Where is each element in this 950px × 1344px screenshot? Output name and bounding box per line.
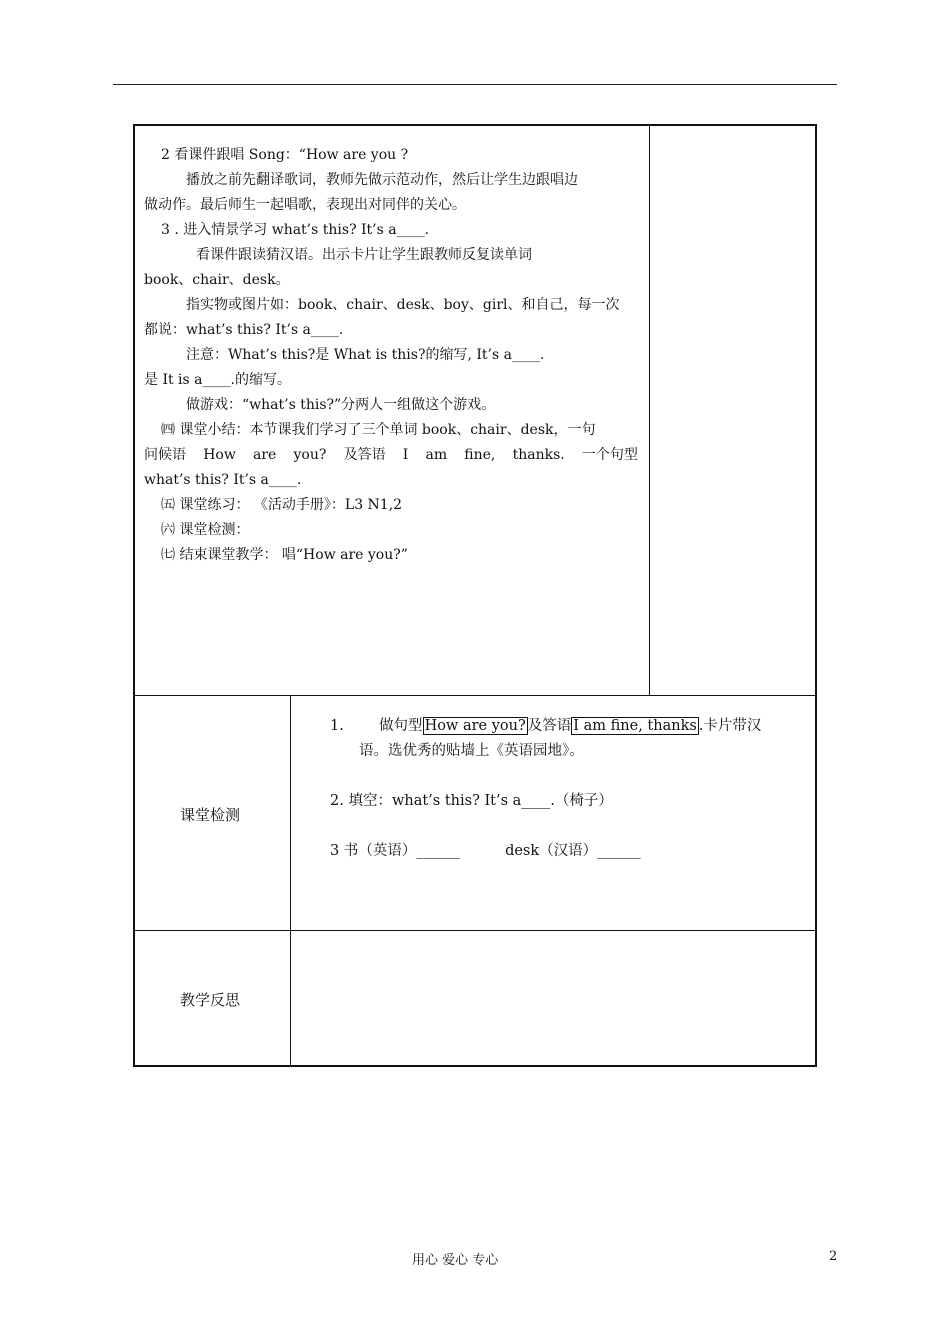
step-line: 播放之前先翻译歌词，教师先做示范动作，然后让学生边跟唱边 [186,172,578,188]
word: I [402,447,409,463]
word: How [203,447,236,463]
step-line: 3 . 进入情景学习 what’s this? It’s a____. [161,222,430,238]
lesson-plan-table [133,124,817,1067]
test-item-1-cont: 语。选优秀的贴墙上《英语园地》。 [359,743,584,759]
step-line: ㈣ 课堂小结：本节课我们学习了三个单词 book、chair、desk，一句 [161,422,596,438]
top-right-divider [649,126,650,695]
boxed-sentence: How are you? [424,718,526,734]
step-line: 做游戏：“what’s this?”分两人一组做这个游戏。 [186,397,496,413]
step-line: ㈤ 课堂练习： 《活动手册》：L3 N1,2 [161,497,403,513]
word: fine, [464,447,496,463]
step-line: 做动作。最后师生一起唱歌，表现出对同伴的关心。 [144,197,466,213]
step-line: 注意：What’s this?是 What is this?的缩写, It’s a____. [186,347,545,363]
word: thanks. [512,447,565,463]
item-text: desk（汉语）______ [505,843,641,859]
test-item-3 [330,839,761,864]
classroom-test-label: 课堂检测 [180,806,241,824]
word: 一个句型 [581,447,638,463]
footer-motto: 用心 爱心 专心 [412,1253,499,1268]
page-number: 2 [829,1249,838,1264]
word: you? [293,447,327,463]
item-text: 及答语 [527,718,572,734]
step-line: 是 It is a____.的缩写。 [144,372,291,388]
step-line: 指实物或图片如：book、chair、desk、boy、girl、和自己，每一次 [186,297,620,313]
teaching-steps [144,143,644,568]
word: 及答语 [343,447,386,463]
item-number: 1. [330,718,344,734]
step-line-justified [144,443,638,468]
row-divider-1 [135,695,815,696]
step-line: ㈦ 结束课堂教学： 唱“How are you?” [161,547,408,563]
header-rule [113,84,837,85]
step-line: 都说：what’s this? It’s a____. [144,322,344,338]
boxed-sentence: I am fine, thanks [573,718,697,734]
reflection-label: 教学反思 [180,991,241,1009]
word: am [425,447,448,463]
word: 问候语 [144,447,186,463]
step-line: 看课件跟读猜汉语。出示卡片让学生跟教师反复读单词 [196,247,532,263]
row-divider-2 [135,930,815,931]
step-line: what’s this? It’s a____. [144,472,302,488]
item-text: 做句型 [379,718,423,734]
classroom-test-content [330,714,761,864]
step-line: 2 看课件跟唱 Song：“How are you ? [161,147,409,163]
step-line: book、chair、desk。 [144,272,290,288]
word: are [253,447,277,463]
test-item-1 [330,714,761,739]
item-text: 3 书（英语）______ [330,843,460,859]
test-item-2: 2. 填空：what’s this? It’s a____.（椅子） [330,793,613,809]
step-line: ㈥ 课堂检测： [161,522,250,538]
label-column-divider [290,695,291,1067]
item-text: .卡片带汉 [698,718,762,734]
